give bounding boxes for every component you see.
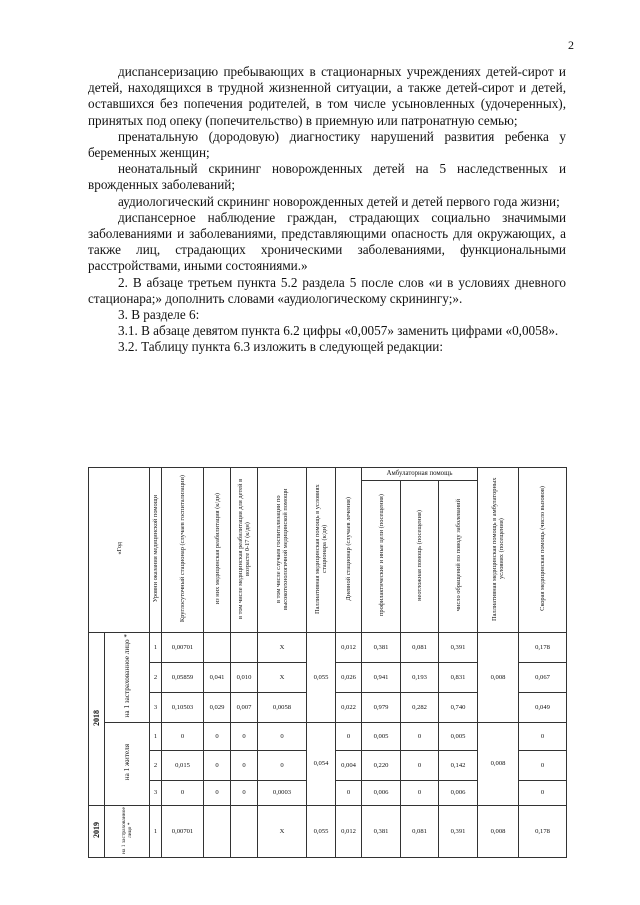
table-cell: 0,0003 [258,781,307,806]
palliative-ambulatory-cell: 0,008 [478,633,519,723]
table-cell: 0,006 [439,781,478,806]
header-hitech [258,468,307,633]
table-cell: профилактические и иные цели (посещения) [377,493,385,616]
table-cell: 0,005 [362,723,401,751]
table-cell: 0 [204,723,231,751]
table-cell: в том числе случаев госпитализации по высокотехнологичной медицинской помощи [275,487,289,610]
year-cell [89,806,105,858]
table-cell: из них медицинская реабилитация (к/дн) [213,492,221,605]
table-cell: число обращений по поводу заболеваний [454,498,462,612]
paragraph: 3.1. В абзаце девятом пункта 6.2 цифры «0,0057» заменить цифрами «0,0058». [118,323,559,339]
table-cell: 0,381 [362,633,401,663]
table-cell: Круглосуточный стационар (случаев госпитализации) [179,474,186,623]
table-cell: 0,178 [519,806,567,858]
table-cell: 0,081 [401,633,439,663]
table-cell: 2019 [91,822,101,838]
table-cell: 0,178 [519,633,567,663]
table-cell: 0 [204,781,231,806]
table-cell: 0,029 [204,693,231,723]
table-cell: 0,041 [204,663,231,693]
table-cell [204,633,231,663]
table-cell: 0,979 [362,693,401,723]
table-cell: на 1 жителя [123,744,131,781]
table-cell: 2 [150,751,162,781]
document-body [88,64,566,356]
table-cell: 0 [162,781,204,806]
medical-care-volume-table [88,467,567,858]
header-prophylactic [362,481,401,633]
table-cell: 0 [519,751,567,781]
subgroup-label [105,633,150,723]
table-cell: 0,391 [439,633,478,663]
table-cell: 0,006 [362,781,401,806]
header-level [150,468,162,633]
table-cell: 0 [258,723,307,751]
table-cell: 0,005 [439,723,478,751]
header-year [89,468,150,633]
palliative-ambulatory-cell: 0,008 [478,806,519,858]
table-cell: 0 [336,723,362,751]
table-cell: 0 [401,751,439,781]
header-urgent [401,481,439,633]
table-cell: 0 [231,751,258,781]
table-cell: X [258,633,307,663]
table-cell: 0 [519,723,567,751]
table-cell: «Год [115,542,123,555]
header-ambulatory: Амбулаторная помощь [362,468,478,481]
palliative-inpatient-cell: 0,054 [307,723,336,806]
table-cell: 0,010 [231,663,258,693]
table-cell: 0,0058 [258,693,307,723]
header-disease-visits [439,481,478,633]
table-cell [231,633,258,663]
table-cell: X [258,663,307,693]
header-palliative-inpatient [307,468,336,633]
table-cell: 0,067 [519,663,567,693]
paragraph: аудиологический скрининг новорожденных детей и детей первого года жизни; [118,193,560,209]
palliative-ambulatory-cell: 0,008 [478,723,519,806]
table-cell: 1 [150,806,162,858]
table-cell [204,806,231,858]
table-cell: 0,142 [439,751,478,781]
table-cell: 3 [150,781,162,806]
paragraph: 2. В абзаце третьем пункта 5.2 раздела 5 после слов «и в условиях дневного стационара;» дополнить словами «аудиологическому скринингу;». [88,274,566,306]
table-cell: 0,740 [439,693,478,723]
subgroup-label [105,806,150,858]
header-palliative-ambulatory [478,468,519,633]
palliative-inpatient-cell: 0,055 [307,633,336,723]
table-cell: 0 [162,723,204,751]
table-cell: 1 [150,633,162,663]
table-cell: 0,004 [336,751,362,781]
table-cell: 1 [150,723,162,751]
paragraph: пренатальную (дородовую) диагностику нарушений развития ребенка у беременных женщин; [88,128,566,161]
header-round-clock [162,468,204,633]
table-cell: 0 [231,723,258,751]
paragraph: 3.2. Таблицу пункта 6.3 изложить в следующей редакции: [118,339,444,355]
paragraph: диспансерное наблюдение граждан, страдающих социально значимыми заболеваниями и заболеваниями, представляющими опасность для окружающих, а также лиц, страдающих хроническими заболеваниями, функциональными расстройствами, иными состояниями.» [88,209,566,274]
paragraph: неонатальный скрининг новорожденных детей на 5 наследственных и врожденных заболеваний; [88,161,566,193]
table-cell: 0 [401,723,439,751]
table-cell: 0,026 [336,663,362,693]
table-cell: 0 [336,781,362,806]
table-cell: 0,381 [362,806,401,858]
header-rehab [204,468,231,633]
table-cell: 0,282 [401,693,439,723]
table-cell: 0 [258,751,307,781]
table-cell: 0,10503 [162,693,204,723]
subgroup-label [105,723,150,806]
paragraph: 3. В разделе 6: [118,307,200,323]
table-cell: 0,00701 [162,633,204,663]
table-cell: неотложная помощь (посещения) [416,509,423,601]
table-cell: 0,831 [439,663,478,693]
header-ambulance [519,468,567,633]
table-cell: в том числе медицинская реабилитация для детей в возрасте 0-17 (к/дн) [237,478,251,619]
table-cell: 0 [519,781,567,806]
table-cell [231,806,258,858]
table-cell: 0,015 [162,751,204,781]
table-cell: Скорая медицинская помощь (число вызовов) [539,486,546,611]
table-row [89,806,567,858]
table-cell: 0,049 [519,693,567,723]
table-cell: 0,941 [362,663,401,693]
table-cell: 0,022 [336,693,362,723]
header-day-hospital [336,468,362,633]
year-cell [89,633,105,806]
table-cell: 3 [150,693,162,723]
table-cell: Уровни оказания медицинской помощи [152,494,159,603]
table-cell: 0,220 [362,751,401,781]
paragraph: диспансеризацию пребывающих в стационарных учреждениях детей-сирот и детей, находящихся в трудной жизненной ситуации, а также детей-сирот и детей, оставшихся без попечения родителей, в том числе усыновленных (удочеренных), принятых под опеку (попечительство) в приемную или патронатную семью; [88,64,566,128]
palliative-inpatient-cell: 0,055 [307,806,336,858]
header-rehab-kids [231,468,258,633]
table-cell: Паллиативная медицинская помощь в амбулаторных условиях (посещения) [491,476,505,621]
page-number: 2 [568,38,574,52]
table-cell: X [258,806,307,858]
table-row [89,723,567,751]
table-cell: 0,012 [336,806,362,858]
table-cell: 2018 [91,709,101,726]
table-cell: 0,081 [401,806,439,858]
table-cell: 0,00701 [162,806,204,858]
table-row [89,633,567,663]
table-cell: 0,05859 [162,663,204,693]
table-cell: 2 [150,663,162,693]
table-cell: 0,012 [336,633,362,663]
table-cell: 0 [401,781,439,806]
table-cell: на 1 застрахованное лицо * [123,634,131,718]
table-cell: Паллиативная медицинская помощь в условиях стационара (к/дн) [314,483,328,614]
table-cell: Дневной стационар (случаев лечения) [345,496,352,601]
table-cell: на 1 застрахованное лицо * [121,806,133,854]
table-cell: 0 [231,781,258,806]
table-cell: 0,007 [231,693,258,723]
table-cell: 0,391 [439,806,478,858]
table-cell: 0 [204,751,231,781]
table-cell: 0,193 [401,663,439,693]
